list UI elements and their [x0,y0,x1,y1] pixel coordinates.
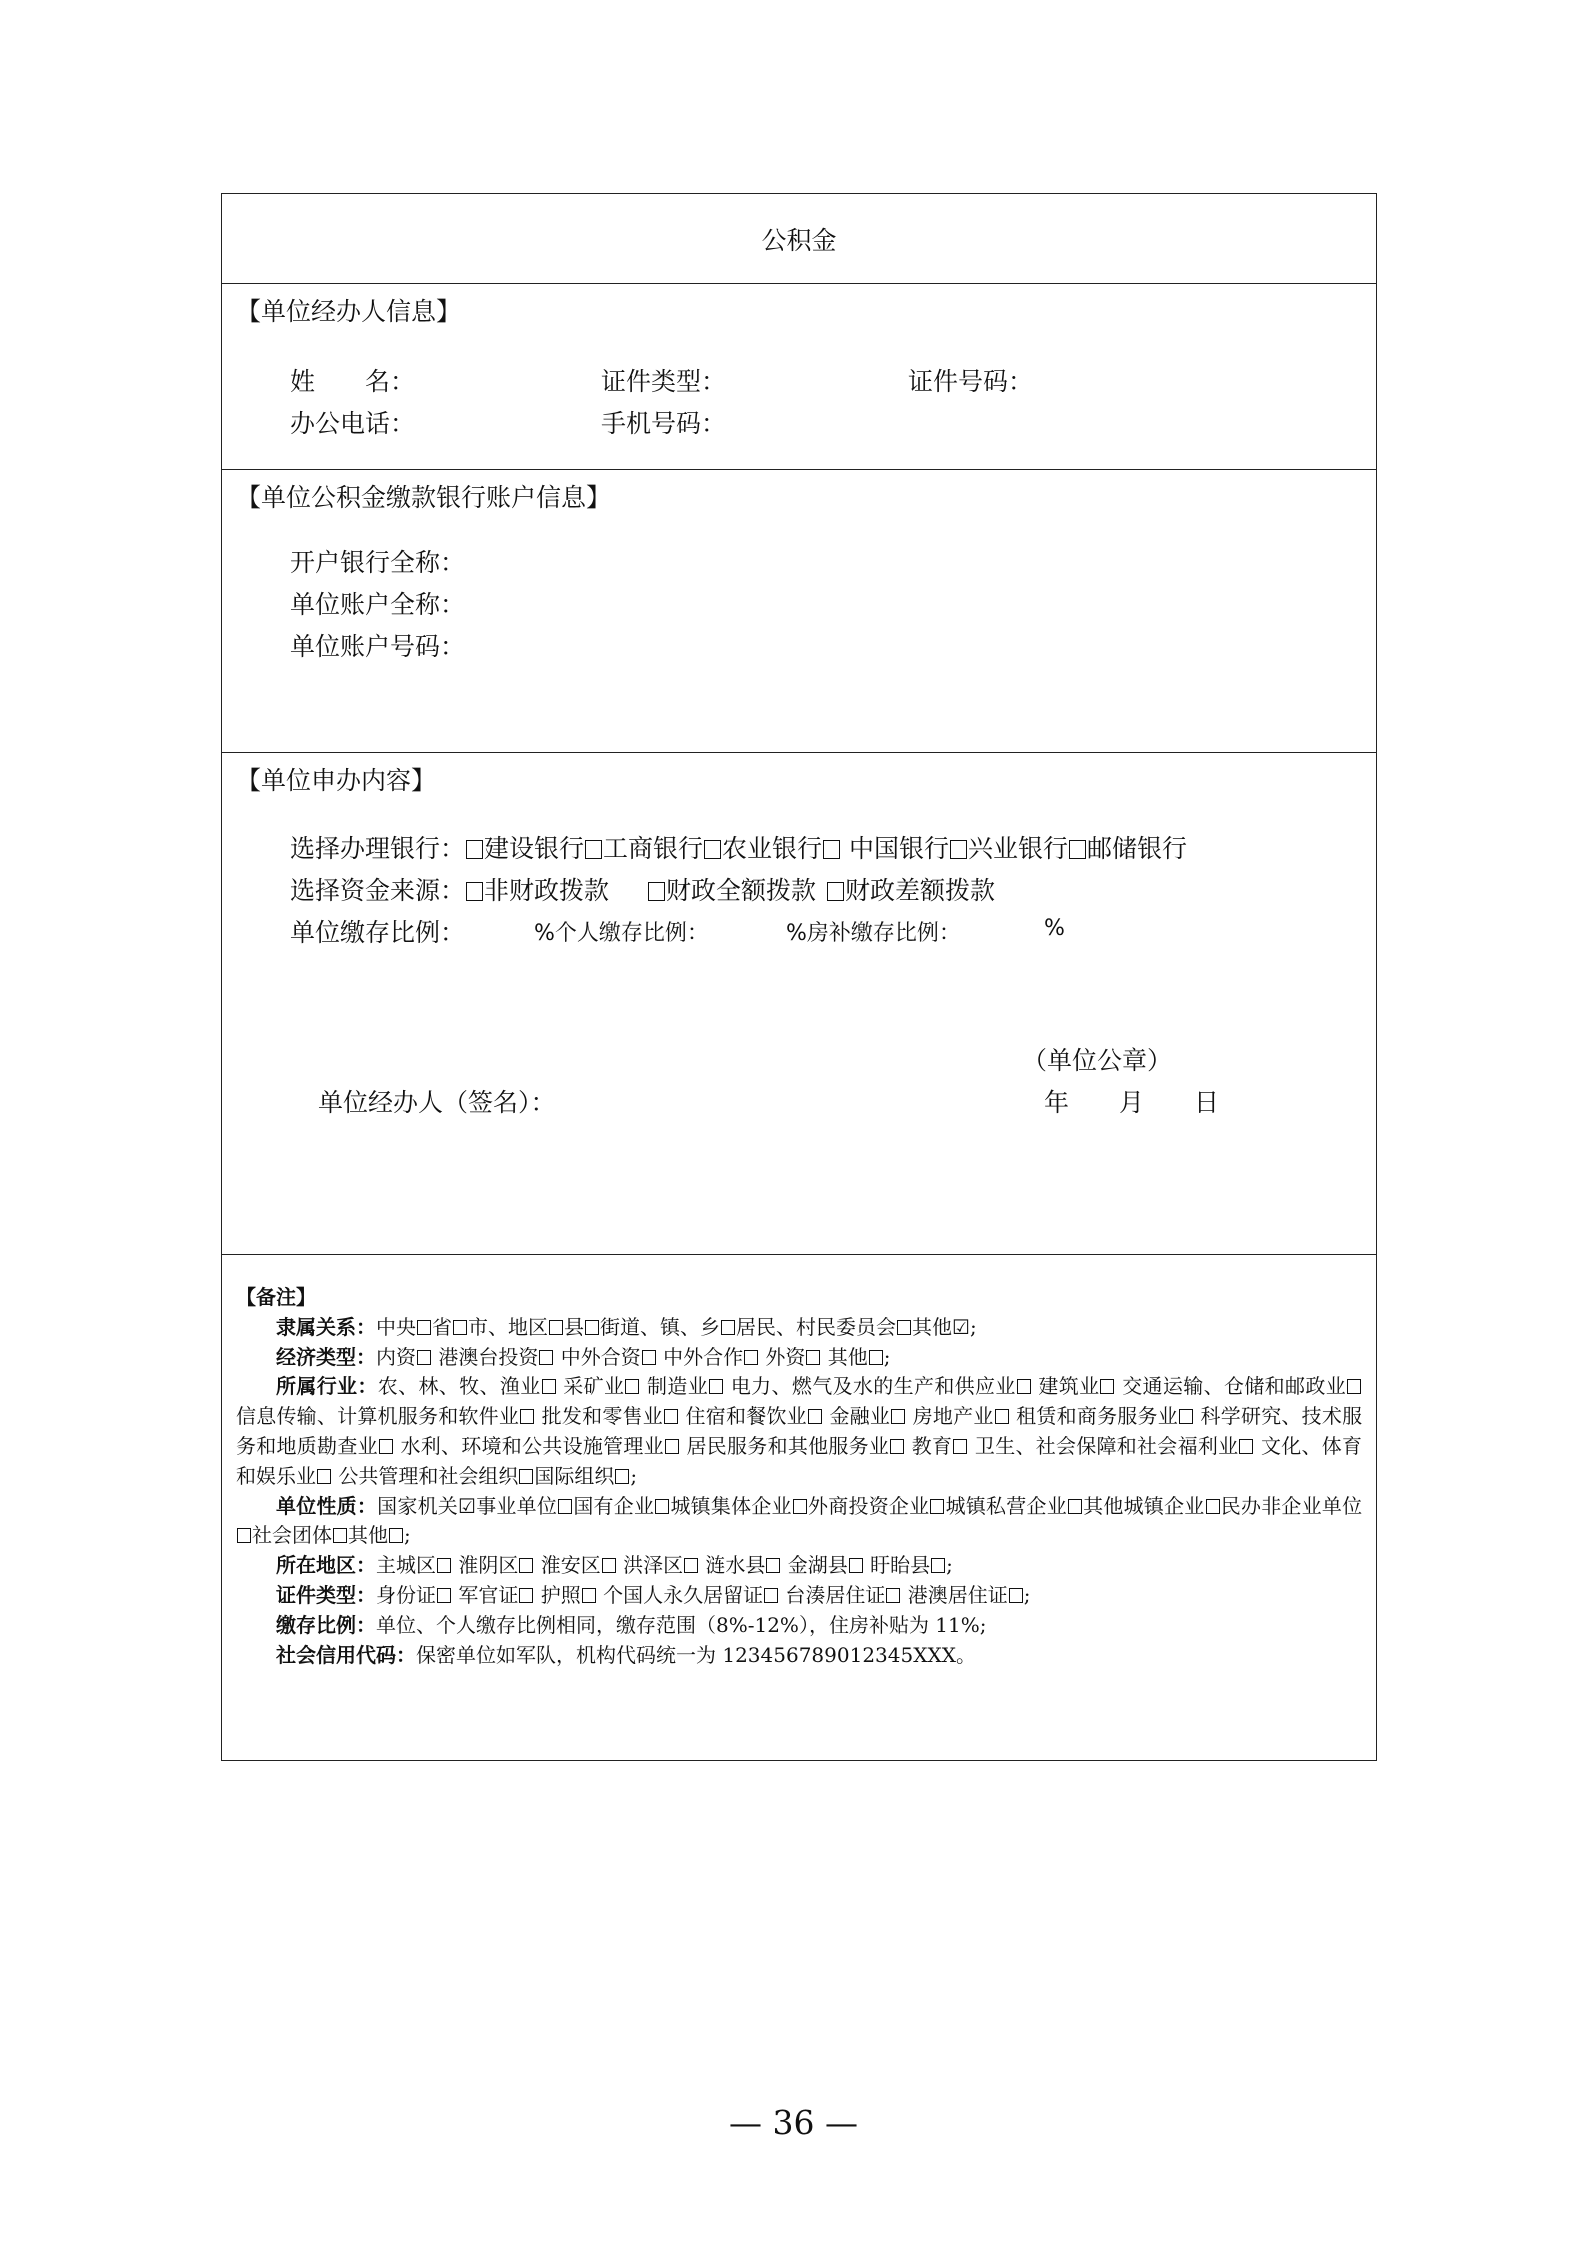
credit-text: 保密单位如军队，机构代码统一为 123456789012345XXX。 [416,1642,976,1667]
idtype-checkbox[interactable] [764,1588,778,1603]
operator-info-section [222,284,1376,470]
application-section [222,753,1376,1255]
form-title-section [222,194,1376,284]
economy-checkbox[interactable] [539,1350,553,1365]
form-title: 公积金 [761,225,837,255]
industry-option: 电力、燃气及水的生产和供应业 [724,1374,1016,1399]
industry-option: 住宿和餐饮业 [678,1404,807,1429]
affiliation-checkbox[interactable] [417,1320,431,1335]
region-checkbox[interactable] [684,1558,698,1573]
unit-ratio-label: 单位缴存比例： [290,918,466,947]
affiliation-checkbox[interactable] [721,1320,735,1335]
industry-option: 制造业 [640,1374,709,1399]
notes-section [222,1255,1376,1760]
affiliation-note: 隶属关系：中央 省 市、地区 县 街道、镇、乡 居民、村民委员会 其他☑; [276,1314,977,1339]
region-option: 淮阴区 [452,1553,519,1578]
bank-heading: 【单位公积金缴款银行账户信息】 [236,483,612,512]
percent-sign: % [1044,916,1065,941]
personal-ratio-label: %个人缴存比例： [534,921,709,946]
industry-checkbox[interactable] [520,1409,534,1424]
industry-label: 所属行业： [276,1374,378,1399]
fund-source-label: 选择资金来源： [290,876,466,905]
industry-checkbox[interactable] [1179,1409,1193,1424]
name-label: 姓 名： [290,367,416,396]
industry-checkbox[interactable] [709,1379,723,1394]
idtype-checkbox[interactable] [437,1588,451,1603]
industry-option: 信息传输、计算机服务和软件业 [236,1404,520,1429]
nature-option: 其他城镇企业 [1082,1493,1205,1518]
affiliation-checkbox[interactable] [897,1320,911,1335]
bank-choice-row [290,829,1187,865]
economy-checkbox[interactable] [744,1350,758,1365]
mobile-label: 手机号码： [601,409,727,438]
fund-source-checkbox[interactable] [648,882,665,901]
idtype-checkbox[interactable] [886,1588,900,1603]
industry-option: 国际组织 [534,1463,615,1488]
nature-option: 民办非企业单位 [1220,1493,1363,1518]
nature-option: 其他 [348,1523,388,1548]
nature-checkbox[interactable] [655,1499,669,1514]
industry-checkbox[interactable] [1017,1379,1031,1394]
industry-checkbox[interactable] [665,1439,679,1454]
nature-option: 城镇私营企业 [945,1493,1067,1518]
industry-option: 教育 [905,1433,953,1458]
bank-option: 农业银行 [722,834,823,863]
nature-checkbox[interactable] [333,1528,347,1543]
economy-option: 内资 [376,1344,416,1369]
housing-fund-form [221,193,1377,1761]
affiliation-option: 街道、镇、乡 [600,1314,720,1339]
economy-option: 中外合资 [554,1344,641,1369]
region-option: 洪泽区 [616,1553,684,1578]
checked-checkbox-icon[interactable]: ☑ [458,1493,476,1518]
industry-checkbox[interactable] [891,1409,905,1424]
affiliation-label: 隶属关系： [276,1314,376,1339]
industry-option: 农、林、牧、渔业 [377,1374,541,1399]
seal-label: （单位公章） [1022,1046,1173,1075]
ratio-text: 单位、个人缴存比例相同，缴存范围（8%-12%），住房补贴为 11%; [376,1612,987,1637]
industry-checkbox[interactable] [953,1439,967,1454]
id-type-label: 证件类型： [601,367,727,396]
affiliation-option: 中央 [376,1314,416,1339]
id-number-label: 证件号码： [908,367,1034,396]
nature-label: 单位性质： [276,1493,378,1518]
signer-label: 单位经办人（签名）： [318,1088,556,1117]
nature-checkbox[interactable] [1206,1499,1220,1514]
affiliation-option: 省 [432,1314,452,1339]
industry-option: 卫生、社会保障和社会福利业 [968,1433,1239,1458]
economy-option: 其他 [821,1344,868,1369]
industry-checkbox[interactable] [1100,1379,1114,1394]
affiliation-option: 市、地区 [468,1314,548,1339]
fund-source-option: 财政差额拨款 [845,876,996,905]
industry-option: 采矿业 [556,1374,625,1399]
affiliation-checkbox[interactable] [549,1320,563,1335]
affiliation-option: 居民、村民委员会 [736,1314,896,1339]
bank-checkbox[interactable] [823,840,840,859]
bank-account-section [222,470,1376,753]
economy-checkbox[interactable] [806,1350,820,1365]
industry-checkbox[interactable] [890,1439,904,1454]
idtype-option: 个国人永久居留证 [596,1582,764,1607]
industry-option: 租赁和商务服务业 [1009,1404,1178,1429]
credit-note [236,1641,1362,1671]
region-option: 涟水县 [699,1553,766,1578]
industry-option: 公共管理和社会组织 [332,1463,519,1488]
industry-checkbox[interactable] [615,1469,629,1484]
economy-option: 港澳台投资 [432,1344,539,1369]
industry-note: 所属行业：农、林、牧、渔业 采矿业 制造业 电力、燃气及水的生产和供应业 建筑业 交通运输、仓储和邮政业 信息传输、计算机服务和软件业 批发和零售业 住宿和餐饮业 金融业 房地产业 租赁和商务服务业 科学研究、技术服务和地质勘查业 水利、环境和公共设施管理业 居民服务和其他服务业 教育 卫生、社会保障和社会福利业 文化、体育和娱乐业 公共管理和社会组织 国际组织 ; [236,1374,1363,1488]
industry-option: 文化、体育和娱乐业 [236,1433,1363,1488]
idtype-option: 护照 [534,1582,581,1607]
industry-checkbox[interactable] [1239,1439,1253,1454]
industry-option: 居民服务和其他服务业 [679,1433,890,1458]
affiliation-checkbox[interactable] [453,1320,467,1335]
industry-checkbox[interactable] [519,1469,533,1484]
region-note: 所在地区：主城区 淮阴区 淮安区 洪泽区 涟水县 金湖县 盱眙县 ; [276,1553,953,1578]
region-checkbox[interactable] [766,1558,780,1573]
industry-checkbox[interactable] [625,1379,639,1394]
bank-option: 中国银行 [841,834,950,863]
idtype-checkbox[interactable] [582,1588,596,1603]
industry-checkbox[interactable] [995,1409,1009,1424]
idtype-checkbox[interactable] [519,1588,533,1603]
economy-option: 外资 [759,1344,806,1369]
region-option: 盱眙县 [863,1553,931,1578]
apply-heading: 【单位申办内容】 [236,766,437,795]
region-option: 金湖县 [781,1553,848,1578]
region-checkbox[interactable] [931,1558,945,1573]
idtype-option: 台湊居住证 [779,1582,886,1607]
industry-option: 水利、环境和公共设施管理业 [393,1433,664,1458]
region-checkbox[interactable] [437,1558,451,1573]
bank-checkbox[interactable] [1069,840,1086,859]
fund-source-checkbox[interactable] [827,882,844,901]
nature-option: 国家机关 [377,1493,459,1518]
fund-source-option: 非财政拨款 [484,876,610,905]
affiliation-checkbox[interactable] [585,1320,599,1335]
economy-checkbox[interactable] [417,1350,431,1365]
industry-option: 金融业 [822,1404,891,1429]
idtype-option: 身份证 [376,1582,436,1607]
fund-source-row [290,871,995,907]
bank-checkbox[interactable] [585,840,602,859]
bank-checkbox[interactable] [950,840,967,859]
nature-checkbox[interactable] [930,1499,944,1514]
bank-option: 工商银行 [603,834,704,863]
industry-checkbox[interactable] [317,1469,331,1484]
ratio-note [236,1611,1362,1641]
affiliation-option: 其他 [912,1314,952,1339]
industry-checkbox[interactable] [1347,1379,1361,1394]
nature-option: 社会团体 [252,1523,332,1548]
bank-choice-label: 选择办理银行： [290,834,466,863]
date-label: 年 月 日 [1044,1088,1220,1117]
idtype-label: 证件类型： [276,1582,376,1607]
account-number-label: 单位账户号码： [290,632,466,661]
nature-checkbox[interactable] [1068,1499,1082,1514]
bank-option: 兴业银行 [968,834,1069,863]
office-phone-label: 办公电话： [290,409,416,438]
nature-option: 外商投资企业 [807,1493,930,1518]
industry-option: 房地产业 [906,1404,994,1429]
affiliation-option: 县 [564,1314,584,1339]
ratio-label: 缴存比例： [276,1612,376,1637]
idtype-checkbox[interactable] [1009,1588,1023,1603]
industry-option: 建筑业 [1031,1374,1100,1399]
fund-source-checkbox[interactable] [466,882,483,901]
idtype-option: 军官证 [452,1582,519,1607]
economy-option: 中外合作 [656,1344,744,1369]
economy-label: 经济类型： [276,1344,376,1369]
nature-checkbox[interactable] [389,1528,403,1543]
industry-checkbox[interactable] [542,1379,556,1394]
fund-source-option: 财政全额拨款 [666,876,817,905]
bank-name-label: 开户银行全称： [290,548,466,577]
industry-option: 科学研究、技术服务和地质勘查业 [236,1404,1363,1458]
nature-option: 事业单位 [475,1493,558,1518]
region-checkbox[interactable] [519,1558,533,1573]
industry-option: 批发和零售业 [535,1404,663,1429]
economy-note: 经济类型：内资 港澳台投资 中外合资 中外合作 外资 其他 ; [276,1344,891,1369]
nature-note: 单位性质：国家机关☑事业单位 国有企业 城镇集体企业 外商投资企业 城镇私营企业 其他城镇企业 民办非企业单位社会团体 其他 ; [236,1492,1362,1552]
nature-option: 城镇集体企业 [670,1493,792,1518]
idtype-note: 证件类型：身份证 军官证 护照 个国人永久居留证 台湊居住证 港澳居住证 ; [276,1582,1031,1607]
bank-checkbox[interactable] [704,840,721,859]
industry-checkbox[interactable] [664,1409,678,1424]
notes-body [236,1283,1362,1670]
housing-ratio-label: %房补缴存比例： [786,921,961,946]
notes-heading: 【备注】 [236,1285,316,1309]
idtype-option: 港澳居住证 [901,1582,1008,1607]
nature-option: 国有企业 [573,1493,655,1518]
industry-checkbox[interactable] [379,1439,393,1454]
industry-checkbox[interactable] [808,1409,822,1424]
bank-option: 邮储银行 [1087,834,1188,863]
page-number: — 36 — [729,2103,858,2142]
bank-option: 建设银行 [484,834,585,863]
region-checkbox[interactable] [849,1558,863,1573]
bank-checkbox[interactable] [466,840,483,859]
economy-checkbox[interactable] [869,1350,883,1365]
industry-option: 交通运输、仓储和邮政业 [1115,1374,1347,1399]
checked-checkbox-icon[interactable]: ☑ [952,1314,970,1339]
credit-label: 社会信用代码： [276,1642,416,1667]
region-label: 所在地区： [276,1553,376,1578]
region-option: 淮安区 [534,1553,601,1578]
region-option: 主城区 [376,1553,436,1578]
account-name-label: 单位账户全称： [290,590,466,619]
region-checkbox[interactable] [602,1558,616,1573]
nature-checkbox[interactable] [237,1528,251,1543]
nature-checkbox[interactable] [558,1499,572,1514]
nature-checkbox[interactable] [793,1499,807,1514]
operator-heading: 【单位经办人信息】 [236,297,462,326]
economy-checkbox[interactable] [642,1350,656,1365]
